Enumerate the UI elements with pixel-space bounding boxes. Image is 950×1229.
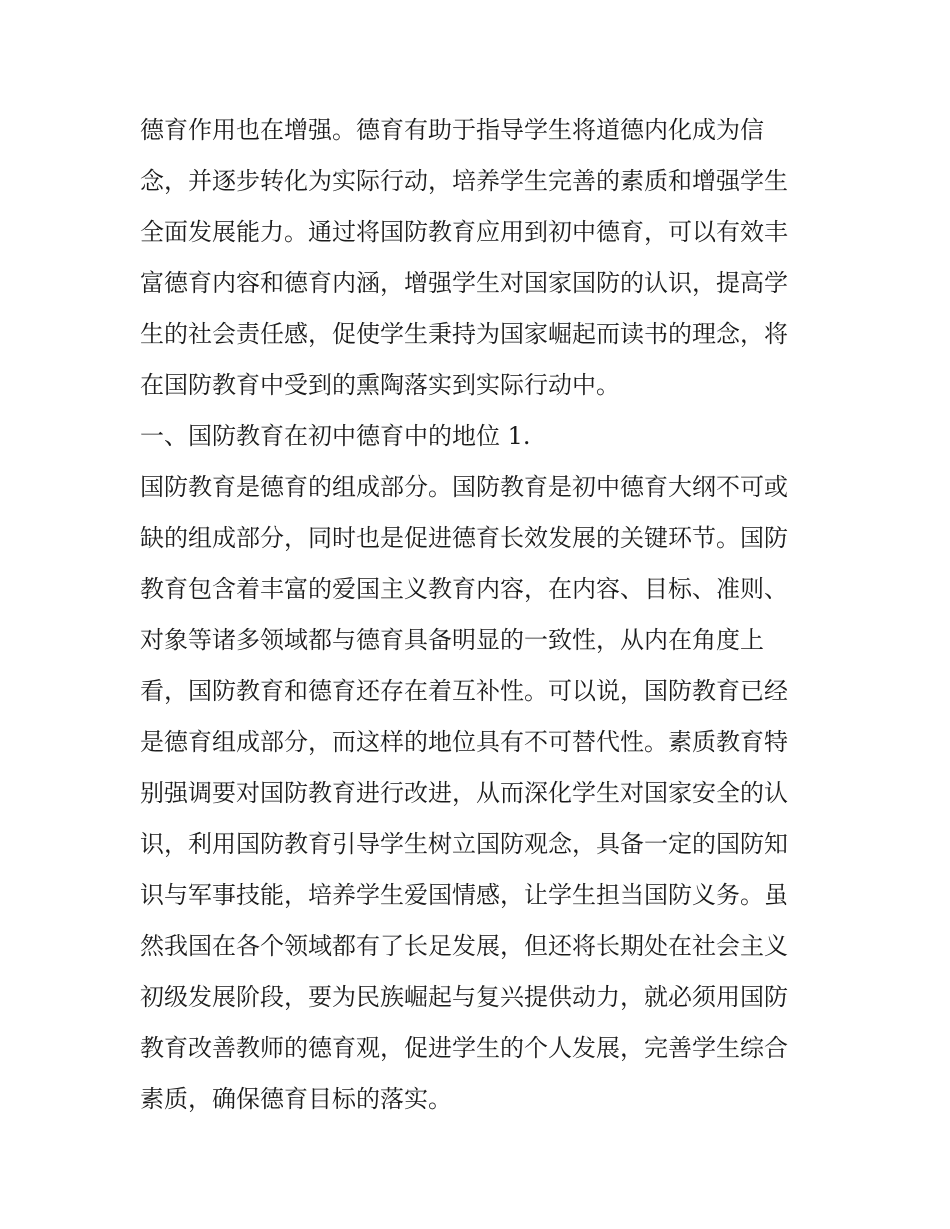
text-line: 看，国防教育和德育还存在着互补性。可以说，国防教育已经	[140, 677, 788, 705]
text-line: 素质，确保德育目标的落实。	[140, 1085, 452, 1113]
text-line: 富德育内容和德育内涵，增强学生对国家国防的认识，提高学	[140, 269, 788, 297]
text-line: 缺的组成部分，同时也是促进德育长效发展的关键环节。国防	[140, 524, 788, 552]
text-line: 念，并逐步转化为实际行动，培养学生完善的素质和增强学生	[140, 167, 788, 195]
text-line: 生的社会责任感，促使学生秉持为国家崛起而读书的理念，将	[140, 320, 788, 348]
text-line: 识，利用国防教育引导学生树立国防观念，具备一定的国防知	[140, 830, 788, 858]
text-line: 全面发展能力。通过将国防教育应用到初中德育，可以有效丰	[140, 218, 788, 246]
text-line: 教育包含着丰富的爱国主义教育内容，在内容、目标、准则、	[140, 575, 788, 603]
text-line: 识与军事技能，培养学生爱国情感，让学生担当国防义务。虽	[140, 881, 788, 909]
body-text	[140, 105, 812, 1125]
section-heading: 一、国防教育在初中德育中的地位 1.	[140, 422, 531, 450]
text-line: 在国防教育中受到的熏陶落实到实际行动中。	[140, 371, 620, 399]
text-line: 对象等诸多领域都与德育具备明显的一致性，从内在角度上	[140, 626, 764, 654]
text-line: 是德育组成部分，而这样的地位具有不可替代性。素质教育特	[140, 728, 788, 756]
text-line: 然我国在各个领域都有了长足发展，但还将长期处在社会主义	[140, 932, 788, 960]
text-line: 德育作用也在增强。德育有助于指导学生将道德内化成为信	[140, 116, 764, 144]
text-line: 初级发展阶段，要为民族崛起与复兴提供动力，就必须用国防	[140, 983, 788, 1011]
text-line: 别强调要对国防教育进行改进，从而深化学生对国家安全的认	[140, 779, 788, 807]
text-line: 教育改善教师的德育观，促进学生的个人发展，完善学生综合	[140, 1034, 788, 1062]
text-line: 国防教育是德育的组成部分。国防教育是初中德育大纲不可或	[140, 473, 788, 501]
